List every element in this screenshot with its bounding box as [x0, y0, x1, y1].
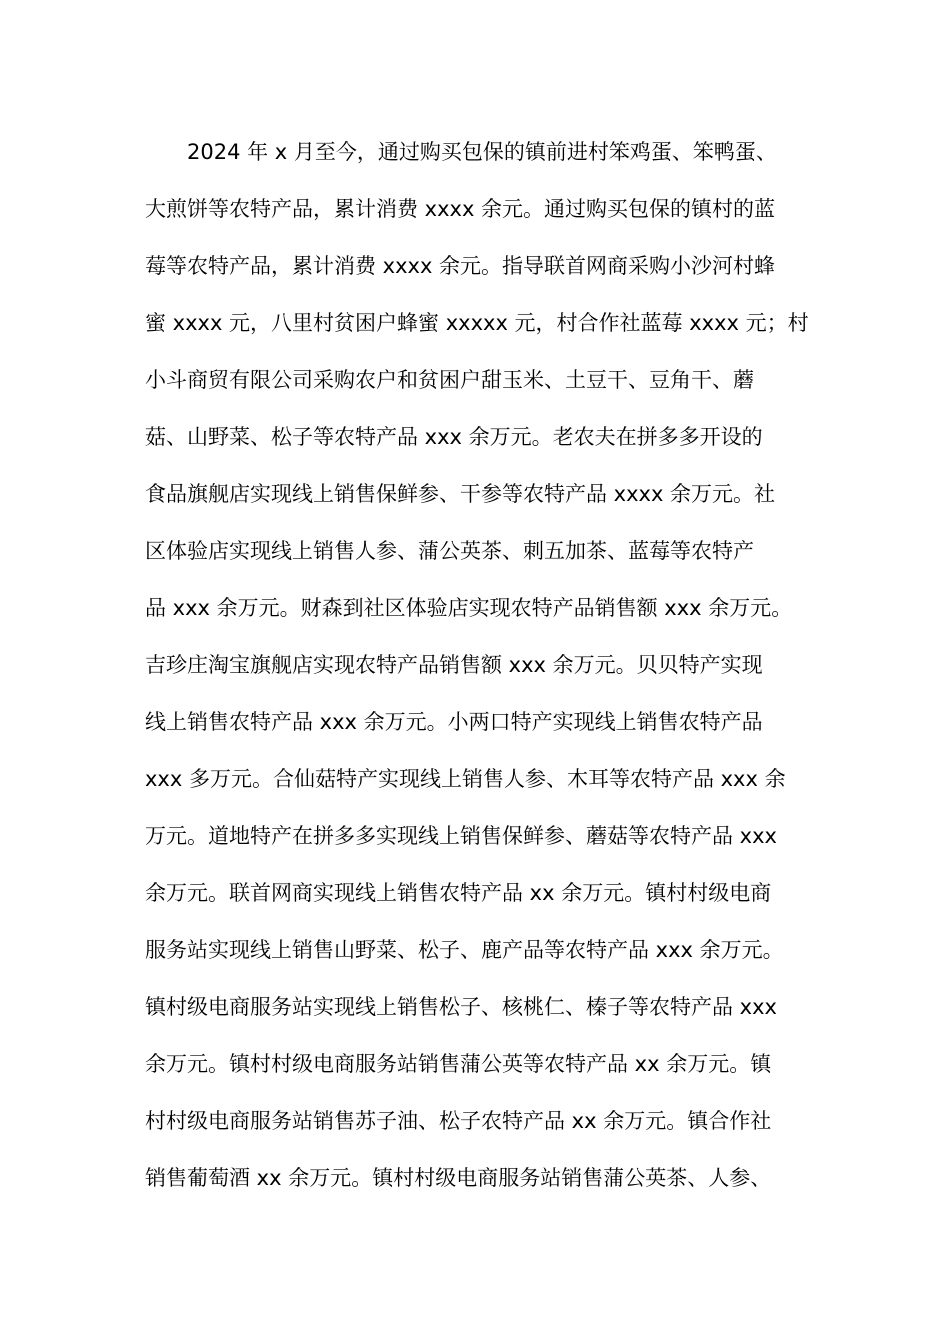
paragraph-line: 余万元。联首网商实现线上销售农特产品 xx 余万元。镇村村级电商	[145, 881, 772, 905]
paragraph-line: 镇村级电商服务站实现线上销售松子、核桃仁、榛子等农特产品 xxx	[145, 995, 777, 1019]
paragraph-line: 万元。道地特产在拼多多实现线上销售保鲜参、蘑菇等农特产品 xxx	[145, 824, 777, 848]
paragraph-line: 小斗商贸有限公司采购农户和贫困户甜玉米、土豆干、豆角干、蘑	[145, 368, 754, 392]
paragraph-line: 莓等农特产品，累计消费 xxxx 余元。指导联首网商采购小沙河村蜂	[145, 254, 776, 278]
paragraph-line: 区体验店实现线上销售人参、蒲公英茶、刺五加茶、蓝莓等农特产	[145, 539, 754, 563]
paragraph-line: 服务站实现线上销售山野菜、松子、鹿产品等农特产品 xxx 余万元。	[145, 938, 784, 962]
paragraph-line: 大煎饼等农特产品，累计消费 xxxx 余元。通过购买包保的镇村的蓝	[145, 197, 776, 221]
paragraph-line: 食品旗舰店实现线上销售保鲜参、干参等农特产品 xxxx 余万元。社	[145, 482, 776, 506]
paragraph-line: 2024 年 x 月至今，通过购买包保的镇前进村笨鸡蛋、笨鸭蛋、	[187, 140, 777, 164]
paragraph-line: 菇、山野菜、松子等农特产品 xxx 余万元。老农夫在拼多多开设的	[145, 425, 763, 449]
paragraph-line: 村村级电商服务站销售苏子油、松子农特产品 xx 余万元。镇合作社	[145, 1109, 772, 1133]
paragraph-line: xxx 多万元。合仙菇特产实现线上销售人参、木耳等农特产品 xxx 余	[145, 767, 786, 791]
paragraph-line: 吉珍庄淘宝旗舰店实现农特产品销售额 xxx 余万元。贝贝特产实现	[145, 653, 763, 677]
paragraph-line: 线上销售农特产品 xxx 余万元。小两口特产实现线上销售农特产品	[145, 710, 763, 734]
paragraph-line: 蜜 xxxx 元，八里村贫困户蜂蜜 xxxxx 元，村合作社蓝莓 xxxx 元；村	[145, 311, 809, 335]
paragraph-line: 销售葡萄酒 xx 余万元。镇村村级电商服务站销售蒲公英茶、人参、	[145, 1166, 772, 1190]
paragraph-line: 余万元。镇村村级电商服务站销售蒲公英等农特产品 xx 余万元。镇	[145, 1052, 772, 1076]
paragraph-line: 品 xxx 余万元。财森到社区体验店实现农特产品销售额 xxx 余万元。	[145, 596, 793, 620]
